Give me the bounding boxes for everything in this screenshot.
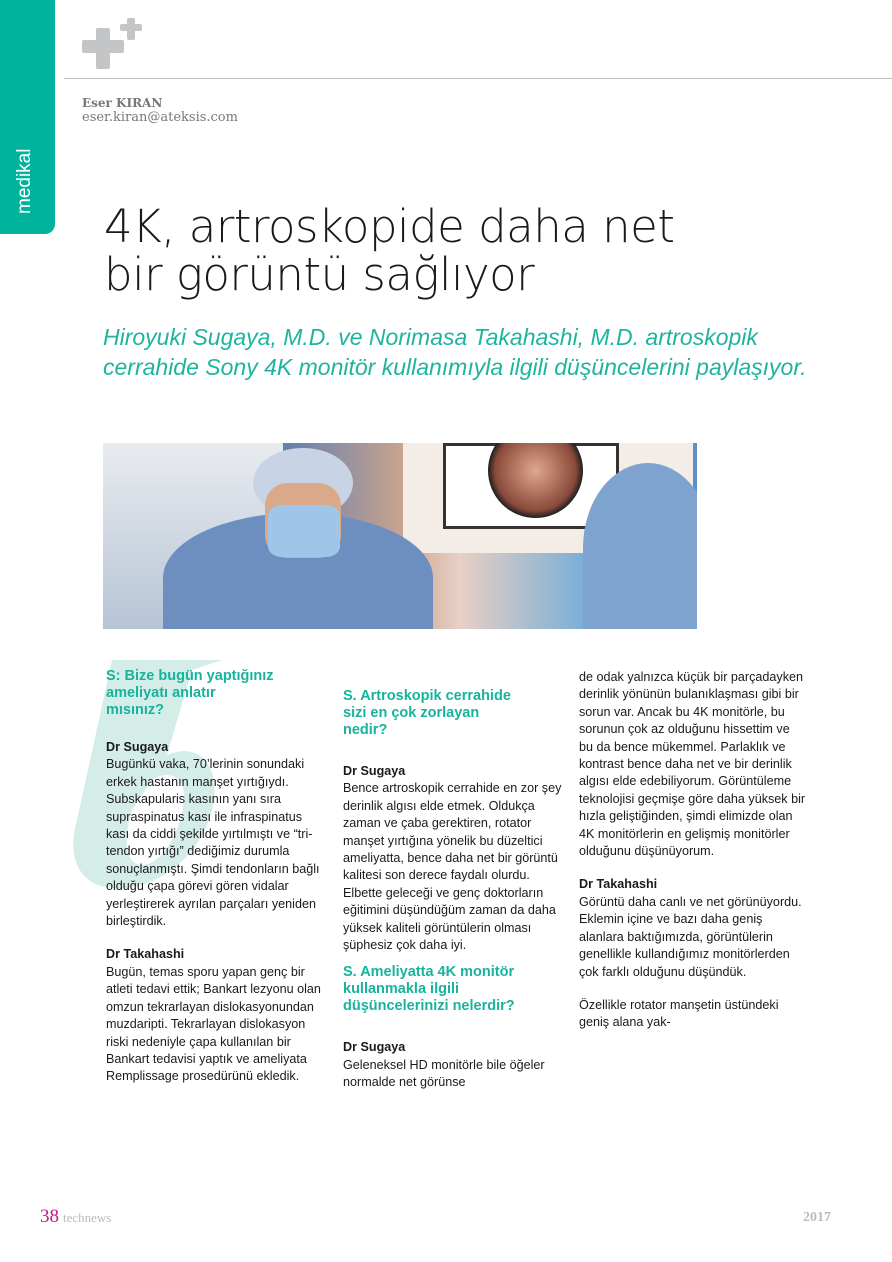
column-1 (106, 668, 328, 1102)
article-subtitle: Hiroyuki Sugaya, M.D. ve Norimasa Takahashi, M.D. artroskopik cerrahide Sony 4K monitör kullanımıyla ilgili düşüncelerini paylaşıyor. (103, 324, 807, 380)
answer-text: Görüntü daha canlı ve net görünüyordu. Eklemin içine ve bazı daha geniş alanlara baktığımızda, görüntülerin genellikle kullandığımız monitörlerden çok farklı olduğunu düşündük. (579, 894, 802, 979)
title-line: 4K, artroskopide daha net (104, 200, 675, 253)
answer-text: Geleneksel HD monitörle bile öğeler normalde net görünse (343, 1057, 545, 1090)
section-label: medikal (14, 148, 35, 214)
speaker-name: Dr Takahashi (106, 947, 185, 962)
surgery-photo (103, 443, 697, 629)
author-name: Eser KIRAN (82, 96, 163, 110)
speaker-name: Dr Sugaya (106, 740, 169, 754)
answer-text: Bugün, temas sporu yapan genç bir atleti tedavi ettik; Bankart lezyonu olan omzun tekrarlayan dislokasyonundan muzdaripti. Tekrarlayan dislokasyon riski nedeniyle çapa kullanılan bir Bankart tedavisi yaptık ve ameliyata Remplissage prosedürünü ekledik. (106, 964, 321, 1084)
answer-text: Özellikle rotator manşetin üstündeki geniş alana yak- (579, 997, 779, 1030)
magazine-name: technews (63, 1210, 112, 1225)
page-number: 38 (40, 1206, 59, 1227)
header-divider (64, 78, 892, 79)
speaker-name: Dr Sugaya (343, 1040, 406, 1055)
footer-left (40, 1206, 111, 1228)
speaker-name: Dr Sugaya (343, 764, 406, 778)
section-tab (0, 0, 55, 234)
title-line: bir görüntü sağlıyor (104, 248, 535, 301)
author-email: eser.kiran@ateksis.com (82, 110, 238, 125)
footer-year: 2017 (803, 1210, 831, 1225)
answer-text: Bence artroskopik cerrahide en zor şey derinlik algısı elde etmek. Oldukça zaman ve çaba gerektiren, rotator manşet yırtığına yönelik bu düzeltici ameliyatta, bence daha net bir görüntü kalitesi son derece faydalı olurdu. Elbette geleceği ve genç doktorların eğitimini düşündüğüm zaman da daha yüksek kaliteli görüntülerin olması şüphesiz çok daha iyi. (343, 781, 562, 953)
author-block (82, 96, 238, 125)
answer-text: Bugünkü vaka, 70’lerinin sonundaki erkek hastanın manşet yırtığıydı. Subskapularis kasının yanı sıra supraspinatus kası ile infraspinatus kası da ciddi şekilde yırtılmıştı ve “tri-tendon yırtığı” dediğimiz durumla sonuçlanmıştı. Şimdi tendonların bağlı olduğu çapa görevi gören vidalar yerleştirerek ayrılan parçaları yeniden birleştirdik. (106, 757, 320, 929)
column-3 (579, 669, 807, 1048)
column-2 (343, 688, 565, 1108)
question-heading: S. Artroskopik cerrahide sizi en çok zorlayan nedir? (343, 688, 511, 738)
question-heading: S. Ameliyatta 4K monitör kullanmakla ilgili düşüncelerinizi nelerdir? (343, 964, 515, 1015)
answer-text: de odak yalnızca küçük bir parçadayken derinlik yönünün bulanıklaşması gibi bir sorun var. Ancak bu 4K monitörle, bu sorunun çok az olduğunu hissettim ve bu da bence mükemmel. Parlaklık ve kontrast bence daha net ve bir derinlik algısı elde edebiliyorum. Görüntüleme teknolojisi geçmişe göre daha yüksek bir hızla geliştiğinden, şimdi elimizde olan 4K monitörlerin en gelişmiş monitörler olduğunu düşünüyorum. (579, 670, 806, 859)
speaker-name: Dr Takahashi (579, 877, 658, 892)
article-title (104, 200, 675, 301)
question-heading: S: Bize bugün yaptığınız ameliyatı anlatır mısınız? (106, 668, 274, 718)
